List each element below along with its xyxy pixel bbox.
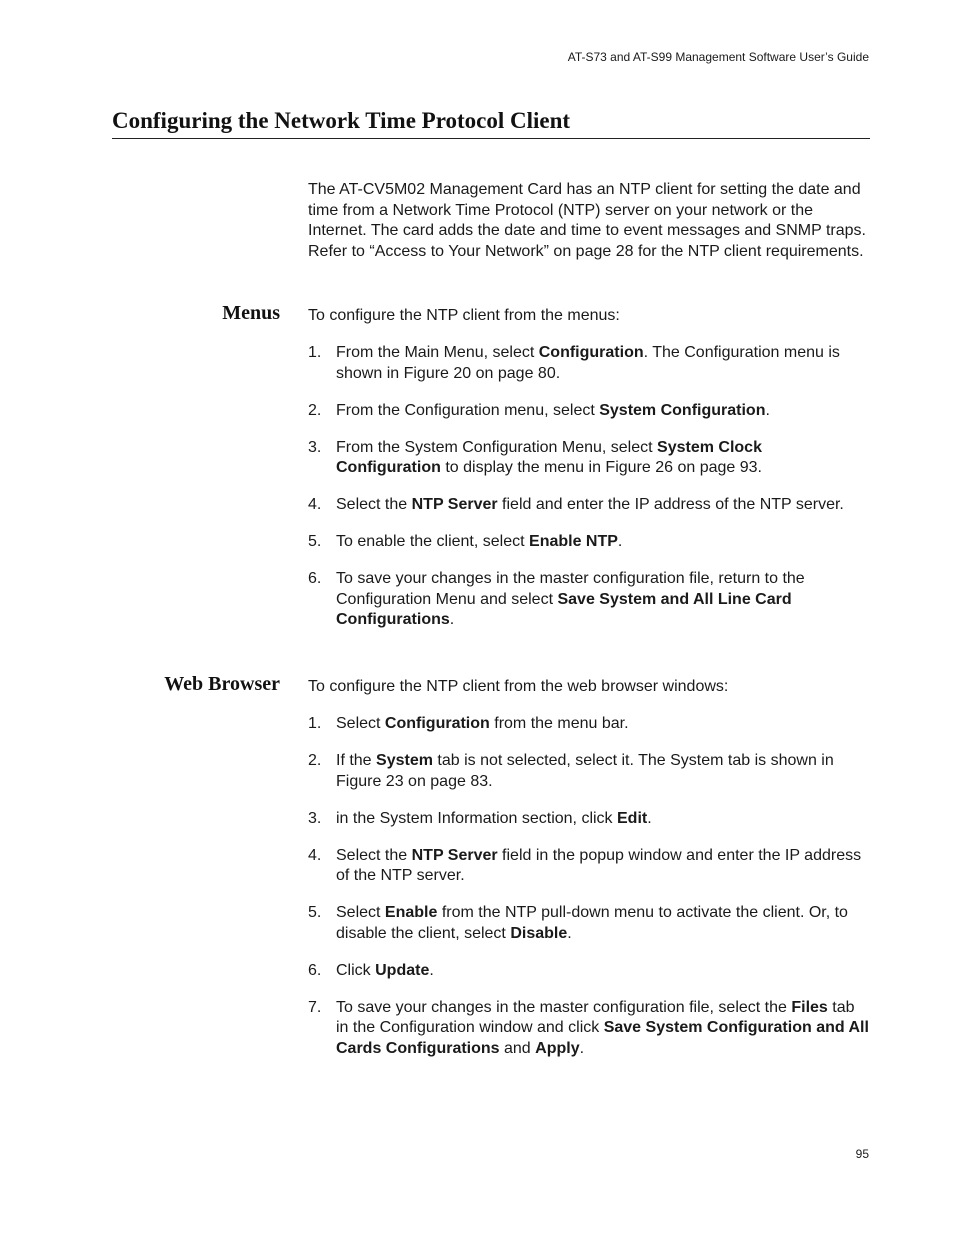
step-text: . The Configuration menu is shown in Figure 20 on page 80. <box>336 344 840 382</box>
step-bold: Apply <box>535 1039 580 1057</box>
menus-lead: To configure the NTP client from the menus: <box>308 307 620 324</box>
section-title: Configuring the Network Time Protocol Client <box>112 108 870 139</box>
list-item <box>308 809 870 830</box>
step-number: 6. <box>308 961 322 979</box>
intro-text: The AT-CV5M02 Management Card has an NTP client for setting the date and time from a Network Time Protocol (NTP) server on your network or the Internet. The card adds the date and time to event messages and SNMP traps. Refer to “Access to Your Network” on page 28 for the NTP client requirements. <box>308 181 866 260</box>
step-number: 3. <box>308 438 322 456</box>
step-bold: NTP Server <box>411 846 498 864</box>
step-text: To save your changes in the master configuration file, select the <box>336 998 792 1016</box>
step-bold: Edit <box>617 809 648 827</box>
step-text: in the System Information section, click <box>336 809 617 827</box>
step-number: 1. <box>308 715 322 732</box>
list-item <box>308 569 870 631</box>
step-number: 2. <box>308 401 322 419</box>
step-text: From the Configuration menu, select <box>336 401 600 419</box>
step-bold: Save System Configuration and All Cards Configurations <box>336 1019 869 1057</box>
step-bold: NTP Server <box>411 496 498 513</box>
list-item <box>308 495 870 516</box>
step-text: To enable the client, select <box>336 533 530 550</box>
step-text: field in the popup window and enter the IP address of the NTP server. <box>336 846 862 884</box>
step-bold: Update <box>375 961 430 979</box>
step-number: 4. <box>308 846 322 864</box>
page-number: 95 <box>855 1147 869 1161</box>
step-bold: Disable <box>510 924 568 942</box>
list-item <box>308 998 870 1060</box>
step-bold: System Configuration <box>599 401 766 419</box>
step-bold: Configuration <box>384 715 490 732</box>
step-bold: Files <box>791 998 828 1016</box>
step-text: Select the <box>336 846 412 864</box>
step-bold: Enable <box>384 904 438 921</box>
running-header: AT-S73 and AT-S99 Management Software User’s Guide <box>567 50 869 64</box>
menus-heading: Menus <box>222 302 280 324</box>
step-text: From the System Configuration Menu, select <box>336 438 658 456</box>
web-browser-section <box>308 677 870 1076</box>
step-text: . <box>449 611 455 628</box>
step-text: tab in the Configuration window and click <box>336 998 855 1036</box>
step-text: . <box>647 809 652 827</box>
step-text: . <box>579 1039 585 1057</box>
step-bold: System <box>376 752 433 769</box>
step-text: To save your changes in the master configuration file, return to the Configuration Menu and select <box>336 570 805 608</box>
step-number: 2. <box>308 752 322 769</box>
list-item <box>308 401 870 422</box>
step-text: . <box>429 961 434 979</box>
step-text: from the menu bar. <box>489 715 629 732</box>
list-item <box>308 714 870 735</box>
step-text: Select <box>336 904 385 921</box>
step-text: . <box>617 533 623 550</box>
step-bold: Configuration <box>538 344 644 361</box>
list-item <box>308 846 870 887</box>
step-text: field and enter the IP address of the NTP server. <box>497 496 844 513</box>
step-text: . <box>567 924 572 942</box>
list-item <box>308 903 870 944</box>
step-number: 5. <box>308 904 322 921</box>
step-bold: Save System and All Line Card Configurations <box>336 590 792 628</box>
step-number: 3. <box>308 809 322 827</box>
list-item <box>308 343 870 384</box>
step-text: and <box>499 1039 536 1057</box>
menus-steps <box>308 343 870 631</box>
step-text: tab is not selected, select it. The System tab is shown in Figure 23 on page 83. <box>336 752 834 790</box>
step-bold: Enable NTP <box>529 533 618 550</box>
list-item <box>308 438 870 479</box>
step-text: If the <box>336 752 377 769</box>
intro-paragraph <box>308 180 870 262</box>
web-lead: To configure the NTP client from the web browser windows: <box>308 678 729 695</box>
step-text: From the Main Menu, select <box>336 344 539 361</box>
step-number: 1. <box>308 344 322 361</box>
list-item <box>308 751 870 792</box>
step-bold: System Clock Configuration <box>336 438 762 476</box>
step-number: 7. <box>308 998 322 1016</box>
step-text: . <box>765 401 770 419</box>
list-item <box>308 532 870 553</box>
list-item <box>308 961 870 982</box>
step-text: Click <box>336 961 376 979</box>
step-text: Select the <box>336 496 412 513</box>
web-browser-heading: Web Browser <box>164 673 280 695</box>
web-steps <box>308 714 870 1059</box>
step-number: 6. <box>308 570 322 587</box>
menus-section <box>308 306 870 647</box>
step-text: to display the menu in Figure 26 on page 93. <box>440 459 762 476</box>
step-number: 4. <box>308 496 322 513</box>
step-text: from the NTP pull-down menu to activate the client. Or, to disable the client, select <box>336 904 848 942</box>
step-number: 5. <box>308 533 322 550</box>
step-text: Select <box>336 715 385 732</box>
